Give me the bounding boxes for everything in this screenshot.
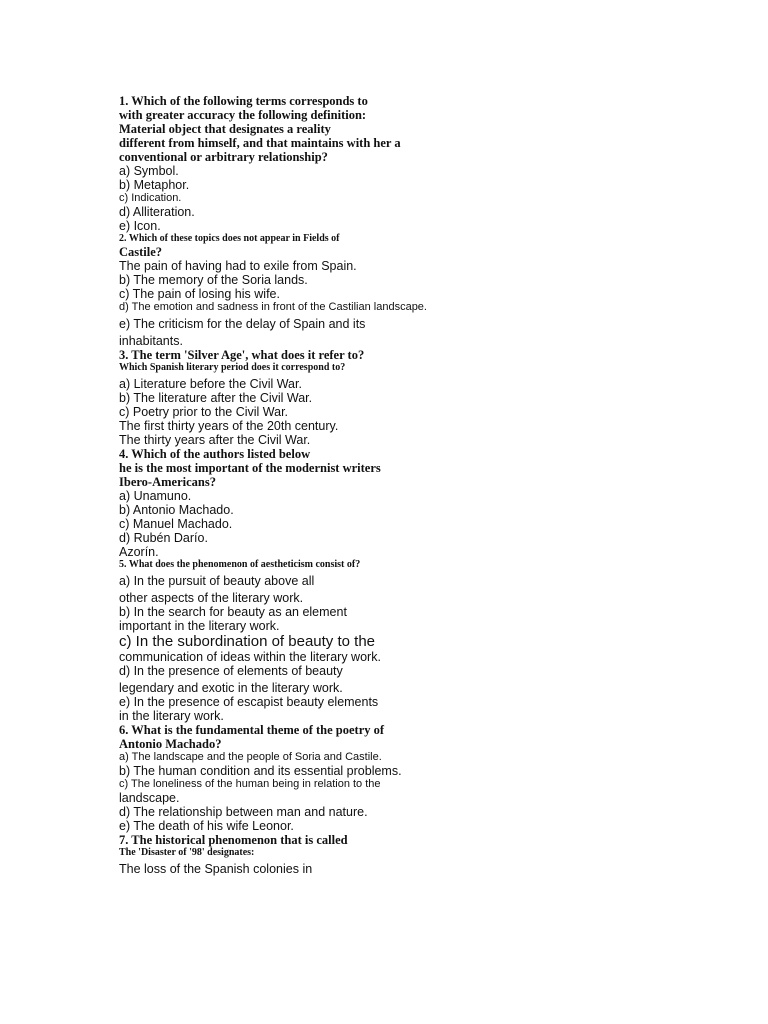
question-text: 4. Which of the authors listed below — [119, 447, 311, 461]
answer-option: b) The human condition and its essential problems. — [119, 764, 402, 778]
question-text: The 'Disaster of '98' designates: — [119, 847, 255, 858]
answer-option: d) Rubén Darío. — [119, 531, 208, 545]
question-text: 2. Which of these topics does not appear in Fields of — [119, 233, 340, 244]
question-1 — [119, 94, 679, 233]
answer-option: b) The literature after the Civil War. — [119, 391, 313, 405]
answer-option: a) Symbol. — [119, 164, 179, 178]
question-4 — [119, 447, 679, 559]
answer-option: The first thirty years of the 20th century. — [119, 419, 339, 433]
question-3 — [119, 348, 679, 447]
answer-option: The pain of having had to exile from Spain. — [119, 259, 357, 273]
answer-option: other aspects of the literary work. — [119, 591, 304, 605]
answer-option: d) The emotion and sadness in front of the Castilian landscape. — [119, 301, 427, 313]
answer-option: b) In the search for beauty as an element — [119, 605, 347, 619]
answer-option: in the literary work. — [119, 709, 224, 723]
answer-option: c) Manuel Machado. — [119, 517, 233, 531]
answer-option: important in the literary work. — [119, 619, 280, 633]
answer-option: e) The criticism for the delay of Spain and its — [119, 317, 366, 331]
question-text: Antonio Machado? — [119, 737, 222, 751]
answer-option: legendary and exotic in the literary work. — [119, 681, 343, 695]
answer-option: Azorín. — [119, 545, 159, 559]
answer-option: a) In the pursuit of beauty above all — [119, 574, 315, 588]
answer-option: landscape. — [119, 791, 180, 805]
answer-option: e) Icon. — [119, 219, 161, 233]
question-text: 3. The term 'Silver Age', what does it refer to? — [119, 348, 365, 362]
answer-option: b) Metaphor. — [119, 178, 190, 192]
answer-option: d) In the presence of elements of beauty — [119, 664, 343, 678]
question-text: he is the most important of the modernist writers — [119, 461, 381, 475]
question-5 — [119, 559, 679, 723]
document-page — [119, 94, 679, 876]
question-text: 1. Which of the following terms corresponds to — [119, 94, 368, 108]
answer-option: a) The landscape and the people of Soria and Castile. — [119, 751, 382, 763]
question-text: Material object that designates a reality — [119, 122, 331, 136]
answer-option: c) In the subordination of beauty to the — [119, 633, 376, 650]
answer-option: d) Alliteration. — [119, 205, 195, 219]
answer-option: The thirty years after the Civil War. — [119, 433, 311, 447]
answer-option: e) The death of his wife Leonor. — [119, 819, 294, 833]
question-text: 6. What is the fundamental theme of the poetry of — [119, 723, 385, 737]
question-6 — [119, 723, 679, 833]
answer-option: The loss of the Spanish colonies in — [119, 862, 313, 876]
answer-option: d) The relationship between man and nature. — [119, 805, 368, 819]
answer-option: c) The pain of losing his wife. — [119, 287, 280, 301]
answer-option: c) Poetry prior to the Civil War. — [119, 405, 289, 419]
answer-option: inhabitants. — [119, 334, 183, 348]
question-text: 7. The historical phenomenon that is called — [119, 833, 348, 847]
answer-option: a) Literature before the Civil War. — [119, 377, 302, 391]
answer-option: b) The memory of the Soria lands. — [119, 273, 308, 287]
question-2 — [119, 233, 679, 348]
question-text: with greater accuracy the following definition: — [119, 108, 367, 122]
answer-option: a) Unamuno. — [119, 489, 192, 503]
answer-option: c) The loneliness of the human being in relation to the — [119, 778, 381, 790]
question-text: Which Spanish literary period does it correspond to? — [119, 362, 346, 373]
question-text: conventional or arbitrary relationship? — [119, 150, 328, 164]
question-text: Castile? — [119, 245, 163, 259]
answer-option: c) Indication. — [119, 192, 182, 204]
question-text: Ibero-Americans? — [119, 475, 216, 489]
question-text: 5. What does the phenomenon of aestheticism consist of? — [119, 559, 361, 570]
answer-option: communication of ideas within the literary work. — [119, 650, 381, 664]
question-text: different from himself, and that maintains with her a — [119, 136, 401, 150]
answer-option: e) In the presence of escapist beauty elements — [119, 695, 379, 709]
question-7 — [119, 833, 679, 876]
answer-option: b) Antonio Machado. — [119, 503, 234, 517]
